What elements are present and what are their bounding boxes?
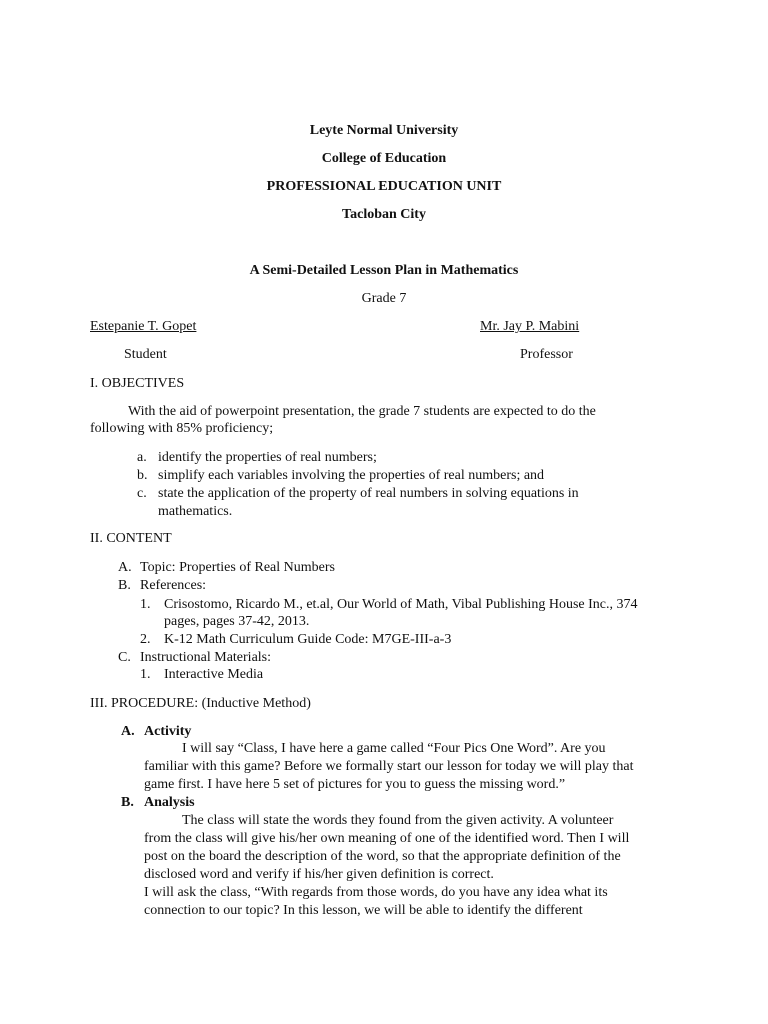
objective-b-marker: b. [137,468,148,483]
professor-role: Professor [520,347,573,362]
procedure-heading: III. PROCEDURE: (Inductive Method) [90,696,311,711]
city-name: Tacloban City [342,207,426,222]
student-name: Estepanie T. Gopet [90,319,197,334]
objectives-intro-line1: With the aid of powerpoint presentation, the grade 7 students are expected to do the [128,404,596,419]
activity-line-2: familiar with this game? Before we formally start our lesson for today we will play that [144,759,634,774]
objective-a-text: identify the properties of real numbers; [158,450,377,465]
materials-marker: C. [118,650,131,665]
reference-2-marker: 2. [140,632,151,647]
objectives-intro-line2: following with 85% proficiency; [90,421,274,436]
materials-label: Instructional Materials: [140,650,272,665]
analysis-marker: B. [121,795,134,810]
analysis-title: Analysis [144,795,195,810]
analysis-line-2: from the class will give his/her own meaning of one of the identified word. Then I will [144,831,630,846]
objective-c-marker: c. [137,486,147,501]
analysis-line-3: post on the board the description of the word, so that the appropriate definition of the [144,849,621,864]
topic-marker: A. [118,560,132,575]
student-role: Student [124,347,167,362]
objective-c-text-line1: state the application of the property of real numbers in solving equations in [158,486,579,501]
reference-1-line2: pages, pages 37-42, 2013. [164,614,310,629]
college-name: College of Education [321,151,447,166]
objective-a-marker: a. [137,450,147,465]
activity-line-1: I will say “Class, I have here a game called “Four Pics One Word”. Are you [182,741,606,756]
references-label: References: [140,578,207,593]
unit-name: PROFESSIONAL EDUCATION UNIT [266,179,502,194]
objective-c-text-line2: mathematics. [158,504,233,519]
reference-1-marker: 1. [140,597,151,612]
plan-title: A Semi-Detailed Lesson Plan in Mathematics [249,263,519,278]
objective-b-text: simplify each variables involving the properties of real numbers; and [158,468,545,483]
reference-2-text: K-12 Math Curriculum Guide Code: M7GE-III-a-3 [164,632,452,647]
objectives-heading: I. OBJECTIVES [90,376,185,391]
analysis-line-1: The class will state the words they found from the given activity. A volunteer [182,813,614,828]
professor-name: Mr. Jay P. Mabini [480,319,580,334]
analysis-line-5: I will ask the class, “With regards from those words, do you have any idea what its [144,885,608,900]
grade-label: Grade 7 [361,291,407,306]
activity-line-3: game first. I have here 5 set of pictures for you to guess the missing word.” [144,777,566,792]
content-heading: II. CONTENT [90,531,172,546]
analysis-line-4: disclosed word and verify if his/her given definition is correct. [144,867,494,882]
analysis-line-6: connection to our topic? In this lesson, we will be able to identify the different [144,903,583,918]
activity-title: Activity [144,724,192,739]
activity-marker: A. [121,724,135,739]
material-1-marker: 1. [140,667,151,682]
references-marker: B. [118,578,131,593]
university-name: Leyte Normal University [309,123,459,138]
topic-text: Topic: Properties of Real Numbers [140,560,335,575]
reference-1-line1: Crisostomo, Ricardo M., et.al, Our World of Math, Vibal Publishing House Inc., 374 [164,597,638,612]
material-1-text: Interactive Media [164,667,264,682]
